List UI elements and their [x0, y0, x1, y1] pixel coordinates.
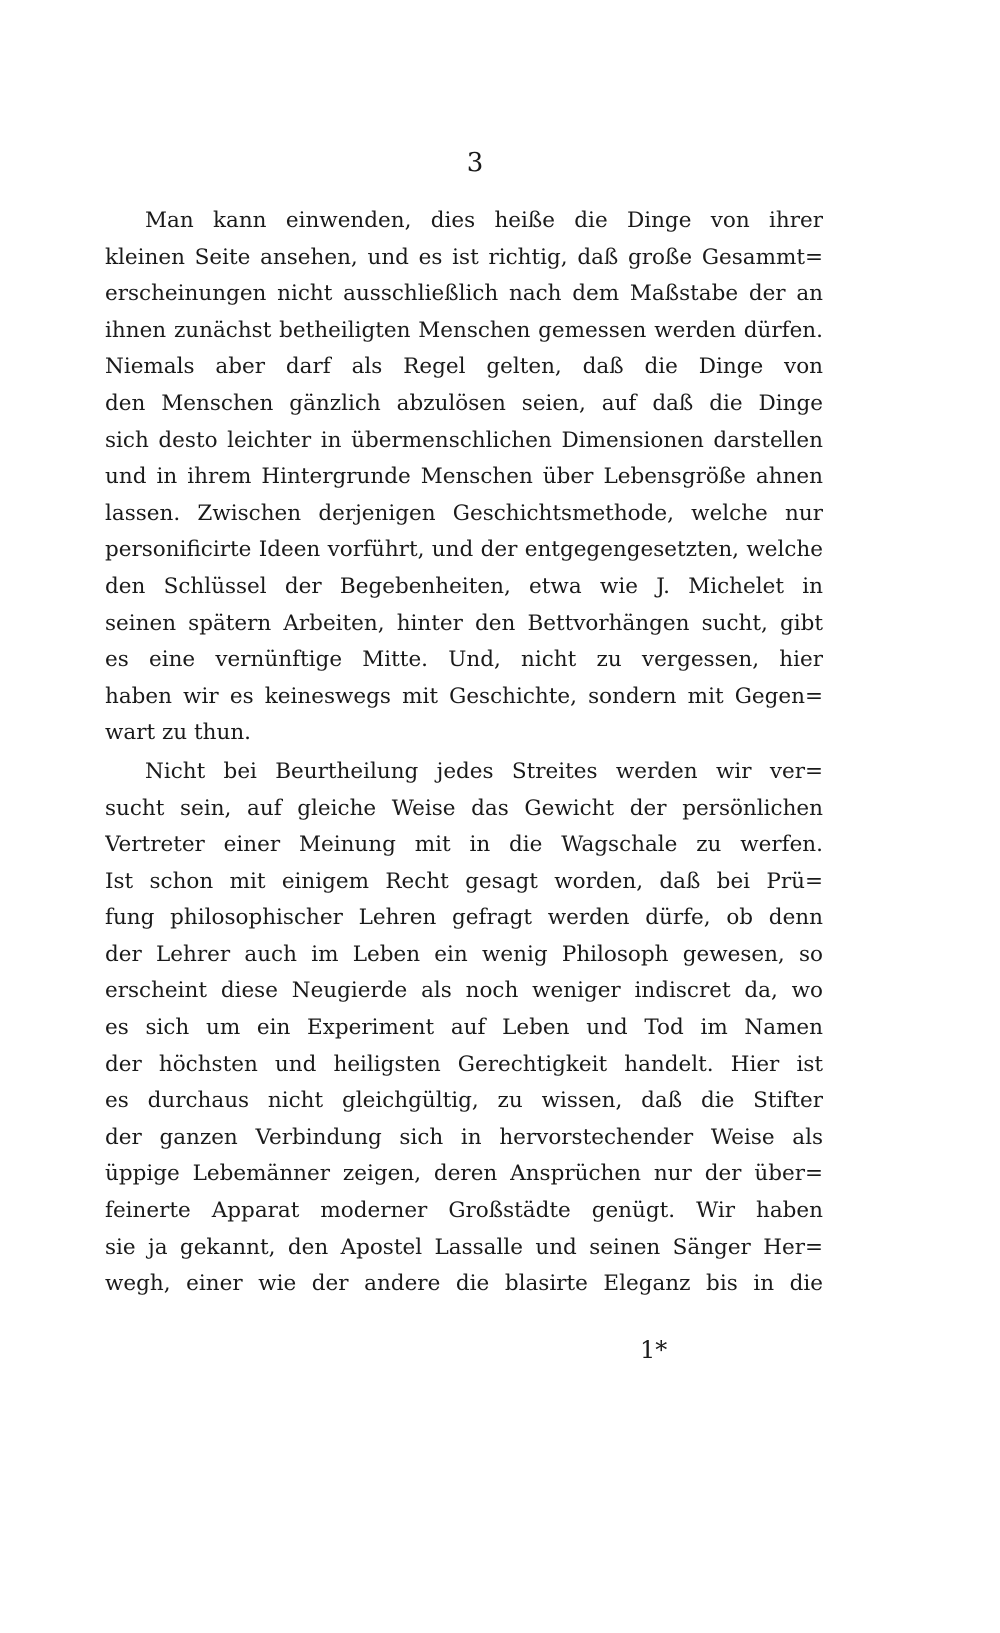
text-line: der Lehrer auch im Leben ein wenig Philosoph gewesen, so — [105, 941, 823, 967]
text-line: Ist schon mit einigem Recht gesagt worden, daß bei Prü= — [105, 868, 823, 894]
text-line: erscheint diese Neugierde als noch weniger indiscret da, wo — [105, 978, 823, 1004]
text-line: Vertreter einer Meinung mit in die Wagschale zu werfen. — [105, 832, 823, 858]
text-line: sie ja gekannt, den Apostel Lassalle und seinen Sänger Her= — [105, 1234, 823, 1260]
text-line: der ganzen Verbindung sich in hervorstechender Weise als — [105, 1124, 823, 1150]
text-line: wart zu thun. — [105, 720, 251, 746]
text-line: fung philosophischer Lehren gefragt werden dürfe, ob denn — [105, 905, 823, 931]
text-line: lassen. Zwischen derjenigen Geschichtsmethode, welche nur — [105, 500, 823, 526]
signature-mark: 1* — [640, 1336, 668, 1364]
text-line: es durchaus nicht gleichgültig, zu wissen, daß die Stifter — [105, 1088, 823, 1114]
text-line: sich desto leichter in übermenschlichen Dimensionen darstellen — [105, 427, 823, 453]
page-number: 3 — [466, 148, 484, 178]
text-line: üppige Lebemänner zeigen, deren Ansprüchen nur der über= — [105, 1161, 823, 1187]
text-line: den Schlüssel der Begebenheiten, etwa wie J. Michelet in — [105, 573, 823, 599]
text-line: es eine vernünftige Mitte. Und, nicht zu vergessen, hier — [105, 647, 823, 673]
text-line: seinen spätern Arbeiten, hinter den Bettvorhängen sucht, gibt — [105, 610, 823, 636]
text-line: wegh, einer wie der andere die blasirte Eleganz bis in die — [105, 1271, 823, 1297]
text-line: den Menschen gänzlich abzulösen seien, auf daß die Dinge — [105, 390, 823, 416]
text-line: Nicht bei Beurtheilung jedes Streites werden wir ver= — [145, 758, 823, 784]
text-line: der höchsten und heiligsten Gerechtigkeit handelt. Hier ist — [105, 1051, 823, 1077]
paragraph-2 — [105, 754, 823, 1303]
text-line: haben wir es keineswegs mit Geschichte, sondern mit Gegen= — [105, 683, 823, 709]
text-line: und in ihrem Hintergrunde Menschen über Lebensgröße ahnen — [105, 464, 823, 490]
text-line: ihnen zunächst betheiligten Menschen gemessen werden dürfen. — [105, 317, 823, 343]
text-line: personificirte Ideen vorführt, und der entgegengesetzten, welche — [105, 537, 823, 563]
paragraph-1 — [105, 203, 823, 752]
text-line: erscheinungen nicht ausschließlich nach dem Maßstabe der an — [105, 281, 823, 307]
text-line: Man kann einwenden, dies heiße die Dinge von ihrer — [145, 208, 823, 233]
text-line: es sich um ein Experiment auf Leben und Tod im Namen — [105, 1015, 823, 1041]
text-line: Niemals aber darf als Regel gelten, daß die Dinge von — [105, 354, 823, 380]
text-line: kleinen Seite ansehen, und es ist richtig, daß große Gesammt= — [105, 244, 823, 270]
text-line: feinerte Apparat moderner Großstädte genügt. Wir haben — [105, 1198, 823, 1224]
body-text — [105, 203, 823, 1303]
text-line: sucht sein, auf gleiche Weise das Gewicht der persönlichen — [105, 795, 823, 821]
